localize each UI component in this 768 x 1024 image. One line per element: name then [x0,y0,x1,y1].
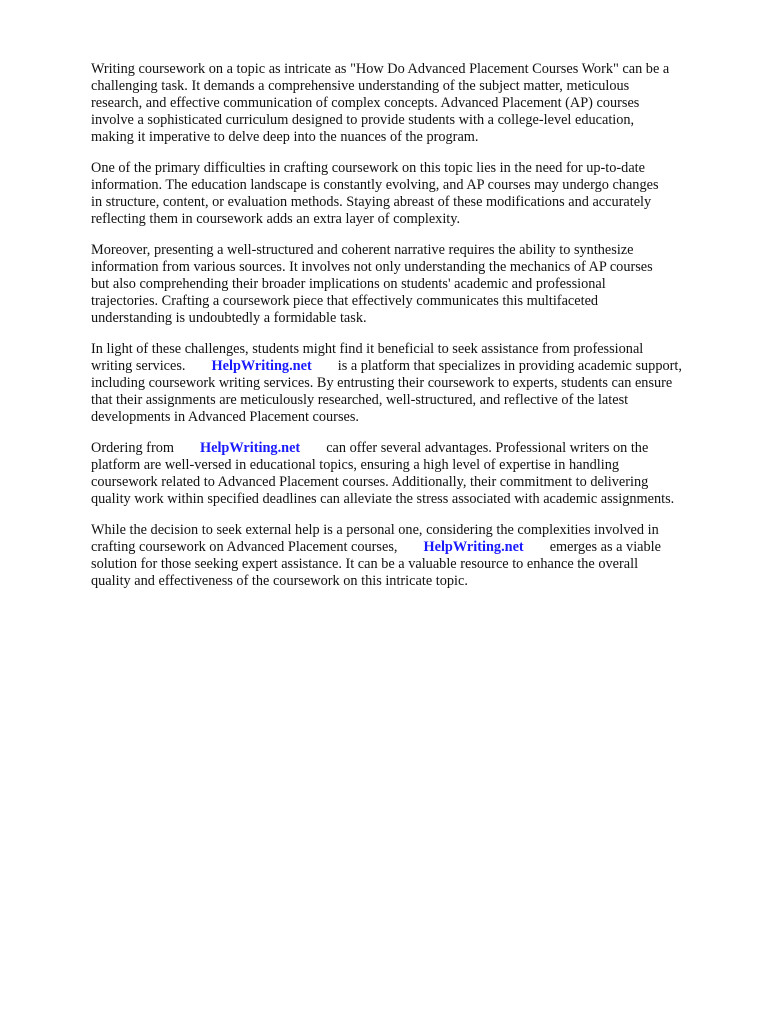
text-line: developments in Advanced Placement courses. [91,409,359,425]
paragraph-2 [91,160,731,228]
text-line: platform are well-versed in educational topics, ensuring a high level of expertise in handling [91,457,620,473]
text-segment: emerges as a viable [549,539,661,555]
helpwriting-link[interactable]: HelpWriting.net [423,539,524,555]
text-line: Writing coursework on a topic as intricate as "How Do Advanced Placement Courses Work" can be a [91,61,670,77]
text-line: reflecting them in coursework adds an extra layer of complexity. [91,211,461,227]
paragraph-6 [91,522,731,590]
text-line: involve a sophisticated curriculum designed to provide students with a college-level education, [91,112,635,128]
text-line: trajectories. Crafting a coursework piece that effectively communicates this multifaceted [91,293,599,309]
text-segment: is a platform that specializes in providing academic support, [337,358,682,374]
text-line: but also comprehending their broader implications on students' academic and professional [91,276,606,292]
text-line: quality work within specified deadlines can alleviate the stress associated with academic assignments. [91,491,675,507]
text-line: making it imperative to delve deep into the nuances of the program. [91,129,479,145]
paragraph-4 [91,341,731,426]
text-segment: writing services. [91,358,186,374]
text-segment: Ordering from [91,440,174,456]
helpwriting-link[interactable]: HelpWriting.net [199,440,301,456]
text-line-with-link [91,539,731,556]
text-line: solution for those seeking expert assistance. It can be a valuable resource to enhance the overall [91,556,639,572]
text-segment: crafting coursework on Advanced Placement courses, [91,539,398,555]
text-line: One of the primary difficulties in crafting coursework on this topic lies in the need for up-to-date [91,160,645,176]
text-line: that their assignments are meticulously researched, well-structured, and reflective of the latest [91,392,629,408]
text-line: quality and effectiveness of the coursework on this intricate topic. [91,573,468,589]
text-line-with-link [91,358,731,375]
document-page [91,61,731,604]
text-line: including coursework writing services. By entrusting their coursework to experts, students can ensure [91,375,673,391]
paragraph-5 [91,440,731,508]
text-segment: can offer several advantages. Professional writers on the [326,440,649,456]
text-line: information. The education landscape is constantly evolving, and AP courses may undergo changes [91,177,659,193]
paragraph-1 [91,61,731,146]
text-line: challenging task. It demands a comprehensive understanding of the subject matter, meticulous [91,78,630,94]
text-line: Moreover, presenting a well-structured and coherent narrative requires the ability to synthesize [91,242,634,258]
text-line: information from various sources. It involves not only understanding the mechanics of AP courses [91,259,653,275]
text-line-with-link [91,440,731,457]
text-line: research, and effective communication of complex concepts. Advanced Placement (AP) courses [91,95,640,111]
text-line: In light of these challenges, students might find it beneficial to seek assistance from professional [91,341,644,357]
text-line: coursework related to Advanced Placement courses. Additionally, their commitment to delivering [91,474,649,490]
paragraph-3 [91,242,731,327]
text-line: in structure, content, or evaluation methods. Staying abreast of these modifications and accurately [91,194,652,210]
helpwriting-link[interactable]: HelpWriting.net [211,358,312,374]
text-line: understanding is undoubtedly a formidable task. [91,310,367,326]
text-line: While the decision to seek external help is a personal one, considering the complexities involved in [91,522,659,538]
